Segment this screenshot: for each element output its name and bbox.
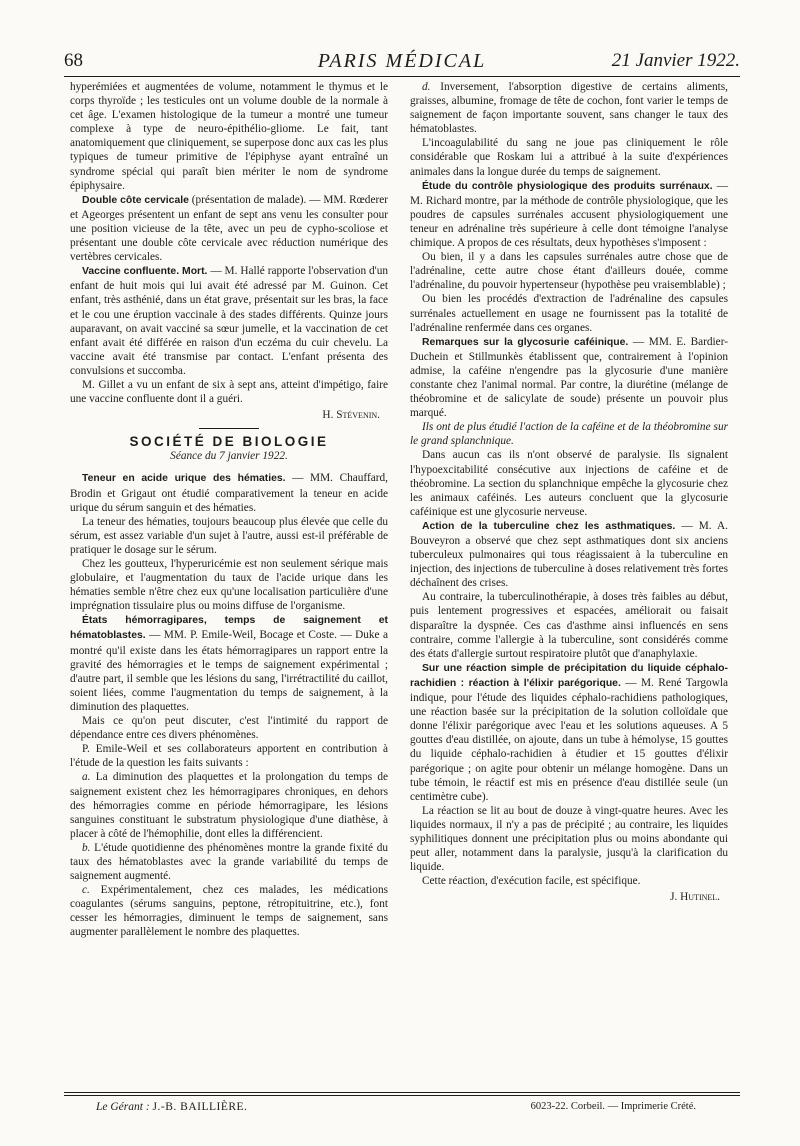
paragraph: Vaccine confluente. Mort. — M. Hallé rapporte l'observation d'un enfant de huit mois qui lui avait été adressé par M. Guinon. Cet enfant, très asthénié, dans un état grave, présentait sur les bras, la face et le cou une éruption vaccinale à des stades différents. Quinze jours auparavant, on avait vacciné sa sœur jumelle, et la vaccination de cet enfant avait été différée en raison d'un eczéma du cuir chevelu. La vaccine avait été transmise par contact. L'enfant présenta des convulsions et succomba. xyxy=(70,265,388,377)
divider xyxy=(199,428,259,429)
issue-date: 21 Janvier 1922. xyxy=(611,50,740,71)
paragraph: L'incoagulabilité du sang ne joue pas cliniquement le rôle considérable que Roskam lui a attribué à la suite d'expériences animales dans la longue durée du temps de saignement. xyxy=(410,137,728,178)
paragraph: Cette réaction, d'exécution facile, est spécifique. xyxy=(422,875,641,888)
paragraph: Dans aucun cas ils n'ont observé de paralysie. Ils signalent l'hypoexcitabilité consécutive aux injections de caféine et de théobromine. La section du splanchnique empêche la glycosurie chez les animaux caféinés. Les auteurs concluent que la glycosurie caféinique est une glycosurie nerveuse. xyxy=(410,449,728,518)
list-item: c. Expérimentalement, chez ces malades, les médications coagulantes (sérums sanguins, peptone, rétropituitrine, etc.), font cesser les hémorragies, diminuent le temps de saignement, sans augmenter parallèlement le nombre des plaquettes. xyxy=(70,884,388,939)
author-signature: J. Hutinel. xyxy=(670,891,720,904)
paragraph: Mais ce qu'on peut discuter, c'est l'intimité du rapport de dépendance entre ces divers phénomènes. xyxy=(70,715,388,742)
gerant-name: J.-B. BAILLIÈRE. xyxy=(152,1101,248,1113)
paragraph: Remarques sur la glycosurie caféinique. — MM. E. Bardier-Duchein et Stillmunkès établissent que, contrairement à l'opinion admise, la caféine n'engendre pas la glycosurie d'une manière constante chez l'animal normal. Par contre, la diurétine (mélange de théobromine et de salicylate de soude) présente un pouvoir plus marqué. xyxy=(410,335,728,420)
journal-title: PARIS MÉDICAL xyxy=(317,50,487,72)
list-item: a. La diminution des plaquettes et la prolongation du temps de saignement existent chez les hémorragipares chroniques, en dehors des hémorragies comme en période hémorragipare, les lésions sanguines constituant le substratum physiologique d'une diathèse, à placer à côté de l'hémophilie, dont elles la différencient. xyxy=(70,771,388,840)
author-signature: H. Stévenin. xyxy=(322,409,380,422)
paragraph: États hémorragipares, temps de saignement et hématoblastes. — MM. P. Emile-Weil, Bocage et Coste. — Duke a montré qu'il existe dans les états hémorragipares un rapport entre la gravité des hémorragies et le temps de saignement expérimental ; d'autre part, il semble que les lésions du sang, l'irrétractilité du caillot, soient liées, comme l'augmentation du temps de saignement, à la diminution des plaquettes. xyxy=(70,615,388,713)
paragraph: Chez les goutteux, l'hyperuricémie est non seulement sérique mais globulaire, et l'augmentation du taux de l'acide urique dans les hématies semble n'être chez eux qu'une localisation particulière d'une imprégnation tissulaire plus ou moins diffuse de l'organisme. xyxy=(70,558,388,613)
paragraph: Sur une réaction simple de précipitation du liquide céphalo-rachidien : réaction à l'élixir parégorique. — M. René Targowla indique, pour l'étude des liquides céphalo-rachidiens pathologiques, une réaction basée sur la précipitation de la solution colloïdale que donne l'élixir parégorique avec l'eau et les solutions aqueuses. A 5 gouttes d'eau distillée, on ajoute, dans un tube à hémolyse, 15 gouttes du liquide céphalo-rachidien à étudier et 15 gouttes d'élixir parégorique ; on agite pour obtenir un mélange homogène. Dans un tube témoin, le réactif est mis en présence d'eau distillée seule (un centimètre cube). xyxy=(410,662,729,803)
paragraph: La teneur des hématies, toujours beaucoup plus élevée que celle du sérum, est assez variable d'un sujet à l'autre, aussi est-il préférable de pratiquer le dosage sur le sérum. xyxy=(70,515,388,556)
section-heading: Étude du contrôle physiologique des produits surrénaux. xyxy=(422,180,713,192)
footer-rule xyxy=(64,1092,740,1093)
header-rule xyxy=(64,76,740,77)
section-heading: Action de la tuberculine chez les asthmatiques. xyxy=(422,520,676,532)
gerant-line: Le Gérant : J.-B. BAILLIÈRE. xyxy=(96,1101,248,1113)
footer-rule xyxy=(64,1095,740,1096)
paragraph: Teneur en acide urique des hématies. — MM. Chauffard, Brodin et Grigaut ont étudié comparativement la teneur en acide urique du sérum sanguin et des hématies. xyxy=(70,472,388,514)
page-number: 68 xyxy=(64,50,83,71)
printer-line: 6023-22. Corbeil. — Imprimerie Crété. xyxy=(530,1101,696,1112)
paragraph: hyperémiées et augmentées de volume, notamment le thymus et le corps thyroïde ; les testicules ont un volume double de la normale à cet âge. L'examen histologique de la tumeur a montré une tumeur complexe à type de neuro-épithélio-gliome. Le fait, tant anatomiquement que cliniquement, se superpose donc aux cas les plus typiques de tumeur primitive de l'épiphyse ayant entraîné un syndrome spécial qui paraît bien mériter le nom de syndrome épiphysaire. xyxy=(70,81,388,192)
paragraph: Ils ont de plus étudié l'action de la caféine et de la théobromine sur le grand splanchnique. xyxy=(410,421,728,448)
paragraph: La réaction se lit au bout de douze à vingt-quatre heures. Avec les liquides normaux, il n'y a pas de précipité ; au contraire, les liquides syphilitiques donnent une précipitation plus ou moins abondante qui peut aller, notamment dans la paralysie, jusqu'à la clarification du liquide. xyxy=(410,804,728,874)
paragraph: Double côte cervicale (présentation de malade). — MM. Rœderer et Ageorges présentent un enfant de sept ans venu les consulter pour une position vicieuse de la tête, avec un peu de cypho-scoliose et présentant une double côte cervicale avec réduction numérique des vertèbres cervicales. xyxy=(70,193,388,264)
right-column xyxy=(410,80,728,904)
paragraph: Au contraire, la tuberculinothérapie, à doses très faibles au début, puis lentement progressives et espacées, améliorait ou faisait disparaître la dyspnée. Ces cas d'asthme ainsi influencés en sens contraire, comme l'allergie à la tuberculine, sont considérés comme des états d'allergie surtout respiratoire plutôt que d'anaphylaxie. xyxy=(410,591,728,660)
page-footer xyxy=(96,1101,736,1119)
list-item: d. Inversement, l'absorption digestive de certains aliments, graisses, albumine, fromage de tête de cochon, font varier le temps de saignement de façon importante souvent, sans changer le taux des hématoblastes. xyxy=(410,81,728,136)
section-heading: États hémorragipares, temps de saignement et hématoblastes. xyxy=(70,615,388,642)
paragraph: P. Emile-Weil et ses collaborateurs apportent en contribution à l'étude de la question les faits suivants : xyxy=(70,743,388,770)
society-title: SOCIÉTÉ DE BIOLOGIE xyxy=(129,434,329,450)
section-heading: Remarques sur la glycosurie caféinique. xyxy=(422,336,629,348)
paragraph: Ou bien les procédés d'extraction de l'adrénaline des capsules surrénales actuellement en usage ne fournissent pas la totalité de l'adrénaline renfermée dans ces organes. xyxy=(410,293,728,334)
section-heading: Teneur en acide urique des hématies. xyxy=(82,473,286,485)
paragraph: M. Gillet a vu un enfant de six à sept ans, atteint d'impétigo, faire une vaccine confluente dont il a guéri. xyxy=(70,378,388,406)
paragraph: Action de la tuberculine chez les asthmatiques. — M. A. Bouveyron a observé que chez sept asthmatiques dont six anciens tuberculeux pulmonaires qui tous réagissaient à la tuberculine en injection, des injections de tuberculine à doses relativement très fortes déchaînent des crises. xyxy=(410,519,728,590)
session-date: Séance du 7 janvier 1922. xyxy=(170,450,288,463)
list-item: b. L'étude quotidienne des phénomènes montre la grande fixité du taux des hématoblastes avec la grande variabilité du temps de saignement augmenté. xyxy=(70,841,388,883)
section-heading: Vaccine confluente. Mort. xyxy=(82,266,208,278)
paragraph: Ou bien, il y a dans les capsules surrénales autre chose que de l'adrénaline, cette autre chose étant d'ailleurs douée, comme l'adrénaline, du pouvoir hypertenseur (hypothèse peu vraisemblable) ; xyxy=(410,251,728,292)
left-column xyxy=(70,80,388,940)
section-heading: Double côte cervicale xyxy=(82,194,189,206)
paragraph: Étude du contrôle physiologique des produits surrénaux. — M. Richard montre, par la méthode de contrôle physiologique, que les poudres de capsules surrénales accusent physiologiquement une teneur en adrénaline très supérieure à celle dont témoigne l'analyse chimique. A propos de ces résultats, deux hypothèses s'imposent : xyxy=(410,179,728,250)
section-heading: Sur une réaction simple de précipitation du liquide céphalo-rachidien : réaction à l'élixir parégorique. xyxy=(410,662,728,689)
